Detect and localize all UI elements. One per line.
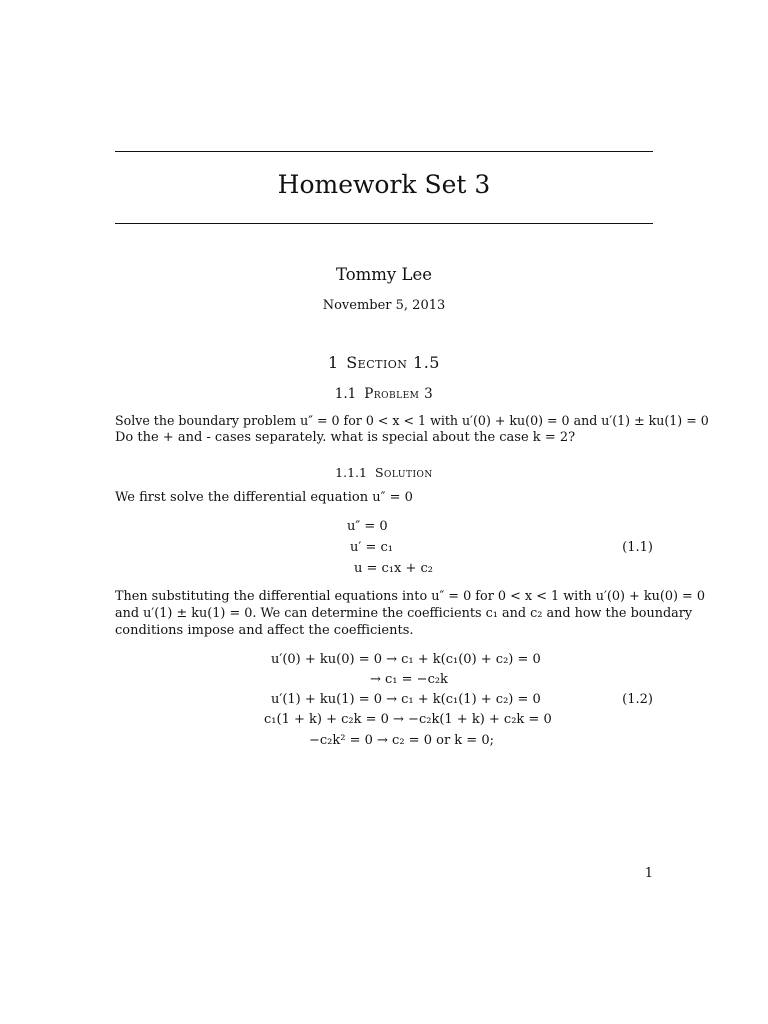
subsubsection-heading (115, 465, 653, 480)
subsection-heading (115, 386, 653, 402)
section-heading (115, 353, 653, 372)
eq2-line-2: → c₁ = −c₂k (370, 672, 448, 687)
para2-line-3: conditions impose and affect the coefficients. (115, 623, 414, 638)
title-top-rule (115, 151, 653, 152)
document-title: Homework Set 3 (277, 170, 491, 199)
subsection-title: Problem 3 (364, 386, 434, 402)
eq2-line-4: c₁(1 + k) + c₂k = 0 → −c₂k(1 + k) + c₂k = 0 (264, 712, 552, 727)
solution-intro: We first solve the differential equation u″ = 0 (115, 490, 413, 505)
eq2-line-1: u′(0) + ku(0) = 0 → c₁ + k(c₁(0) + c₂) = 0 (271, 652, 541, 667)
equation-number-1-1: (1.1) (622, 540, 653, 555)
section-title: Section 1.5 (346, 353, 440, 372)
eq1-line-1: u″ = 0 (347, 519, 388, 534)
page-number: 1 (644, 866, 653, 881)
document-date: November 5, 2013 (322, 298, 446, 313)
subsection-number: 1.1 (334, 386, 357, 402)
eq2-line-3: u′(1) + ku(1) = 0 → c₁ + k(c₁(1) + c₂) = 0 (271, 692, 541, 707)
problem-line-1: Solve the boundary problem u″ = 0 for 0 < x < 1 with u′(0) + ku(0) = 0 and u′(1) ± ku(1) = 0 (115, 413, 709, 428)
title-bottom-rule (115, 223, 653, 224)
subsubsection-title: Solution (374, 465, 433, 480)
author-name: Tommy Lee (335, 265, 432, 284)
subsubsection-number: 1.1.1 (335, 465, 367, 480)
para2-line-2: and u′(1) ± ku(1) = 0. We can determine the coefficients c₁ and c₂ and how the boundary (115, 606, 693, 621)
eq1-line-2: u′ = c₁ (350, 540, 393, 555)
problem-line-2: Do the + and - cases separately. what is special about the case k = 2? (115, 430, 576, 445)
section-number: 1 (328, 353, 339, 372)
para2-line-1: Then substituting the differential equations into u″ = 0 for 0 < x < 1 with u′(0) + ku(0) = 0 (115, 589, 705, 604)
eq2-line-5: −c₂k² = 0 → c₂ = 0 or k = 0; (309, 733, 494, 748)
equation-number-1-2: (1.2) (622, 692, 653, 707)
eq1-line-3: u = c₁x + c₂ (354, 561, 434, 576)
